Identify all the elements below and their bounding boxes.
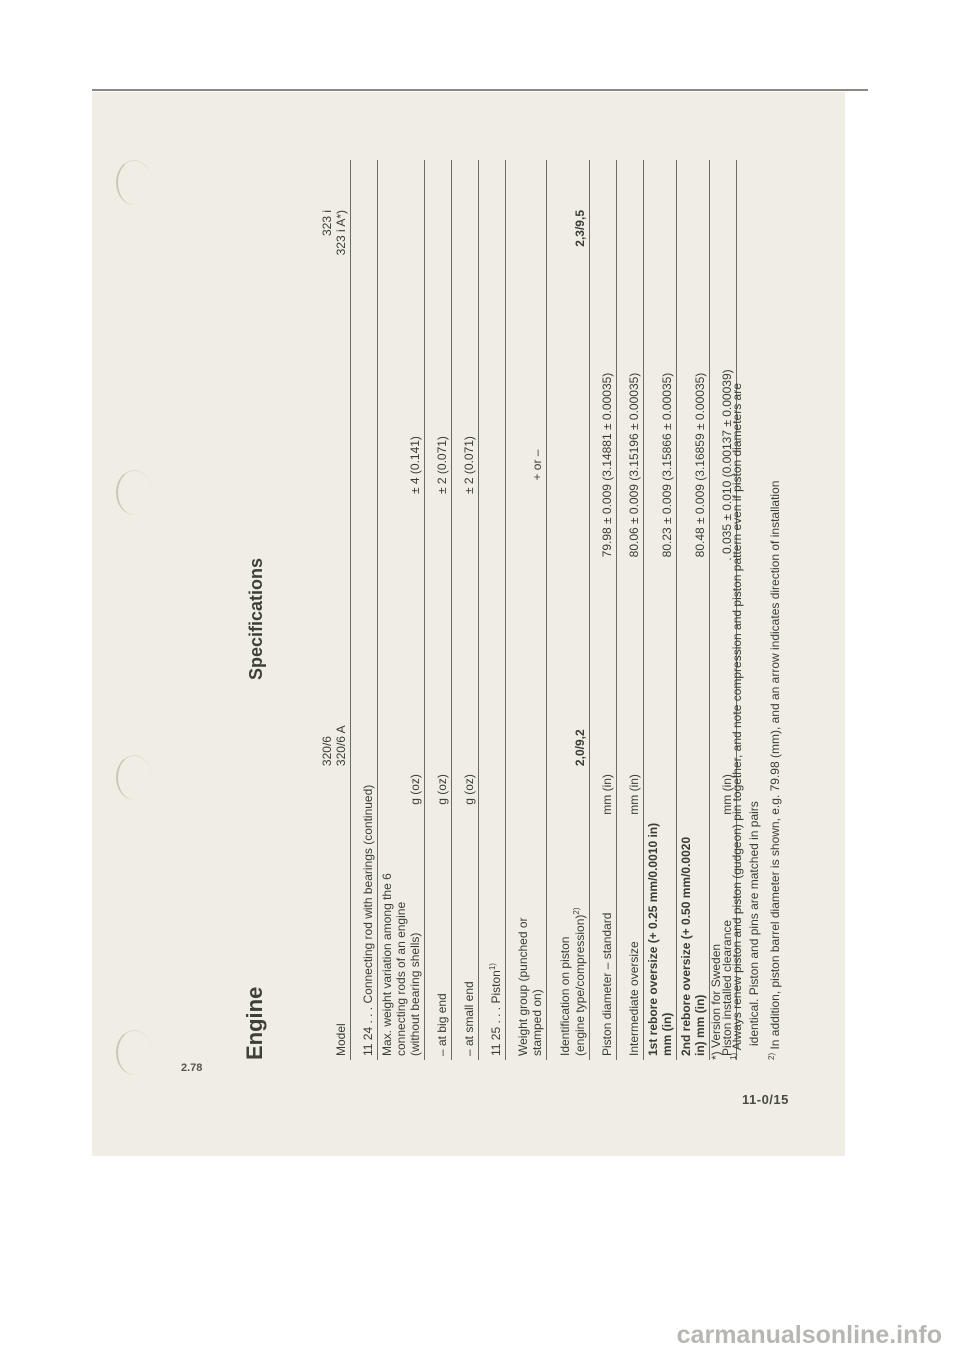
section-text: 11 25 . . . Piston [489, 970, 503, 1056]
table-row [506, 160, 547, 1060]
page-number: 11-0/15 [742, 1092, 789, 1107]
measurement-label: Intermediate oversize [617, 819, 644, 1060]
value-cell: ± 2 (0.071) [452, 160, 479, 770]
model-a-line2: 320/6 A [334, 725, 348, 767]
footnote [708, 160, 725, 1060]
model-a-cell [302, 546, 351, 771]
label-line: Max. weight variation among the 6 [380, 873, 394, 1056]
table-row [425, 160, 452, 1060]
label-line: Identification on piston [558, 936, 572, 1056]
unit-label: mm (in) [710, 770, 737, 819]
model-label: Model [302, 819, 351, 1060]
footnote-ref: 2) [572, 907, 581, 915]
big-end-label: – at big end [425, 819, 452, 1060]
specification-table [302, 160, 737, 1060]
value-cell: + or – [506, 160, 547, 770]
measurement-label: 2nd rebore oversize (+ 0.50 mm/0.0020 in) mm (in) [677, 819, 710, 1060]
weight-variation-label [378, 819, 425, 1060]
specification-sheet [238, 160, 838, 1060]
unit-label [677, 770, 710, 819]
label-line: stamped on) [530, 989, 544, 1056]
label-text: (engine type/compression) [573, 914, 587, 1056]
model-b-line1: 323 i [320, 210, 334, 237]
value-cell: . 0.035 ± 0.010 (0.00137 ± 0.00039) [710, 160, 737, 770]
value-cell: 80.23 ± 0.009 (3.15866 ± 0.00035) [644, 160, 677, 770]
page-reference: 2.78 [181, 1062, 203, 1074]
label-line: connecting rods of an engine [394, 901, 408, 1056]
section-row [479, 160, 506, 1060]
label-line: Weight group (punched or [516, 917, 530, 1056]
table-row [547, 160, 590, 1060]
value-cell: 2,0/9,2 [547, 546, 590, 771]
value-cell: ± 2 (0.071) [425, 160, 452, 770]
value-cell: ± 4 (0.141) [378, 160, 425, 770]
model-b-line2: 323 i A*) [334, 210, 348, 256]
footnote-ref: 1) [488, 963, 497, 971]
unit-label: mm (in) [617, 770, 644, 819]
label-line: (without bearing shells) [408, 932, 422, 1056]
section-1125-label [479, 160, 506, 1060]
section-1124-label: 11 24 . . . Connecting rod with bearings (continued) [351, 160, 378, 1060]
table-header-row [302, 160, 351, 1060]
footnote-text: Version for Sweden [709, 943, 723, 1048]
section-row [351, 160, 378, 1060]
label-line [572, 823, 587, 1056]
footnotes [708, 160, 784, 1060]
section-heading: Engine [242, 986, 267, 1060]
binder-hole [116, 470, 152, 515]
unit-label: g (oz) [452, 770, 479, 819]
unit-label: g (oz) [378, 770, 425, 819]
binder-hole [116, 1030, 152, 1075]
binder-hole [116, 160, 152, 205]
table-row [677, 160, 710, 1060]
page-title: Specifications [246, 557, 266, 680]
top-rule [92, 89, 868, 91]
table-row [644, 160, 677, 1060]
unit-label: g (oz) [425, 770, 452, 819]
value-cell: 80.48 ± 0.009 (3.16859 ± 0.00035) [677, 160, 710, 770]
table-row [452, 160, 479, 1060]
footnote-mark: 2) [767, 1052, 776, 1060]
footnote-continuation: identical. Piston and pins are matched in pairs [747, 801, 761, 1046]
measurement-label: 1st rebore oversize (+ 0.25 mm/0.0010 in) mm (in) [644, 819, 677, 1060]
table-row [378, 160, 425, 1060]
footnote-mark: *) [709, 1051, 723, 1060]
model-b-cell [302, 160, 351, 546]
table-row [617, 160, 644, 1060]
measurement-label: Piston installed clearance [710, 819, 737, 1060]
value-cell: 80.06 ± 0.009 (3.15196 ± 0.00035) [617, 160, 644, 770]
measurement-label: Piston diameter – standard [590, 819, 617, 1060]
footnote [763, 160, 784, 1060]
footnote-mark: 1) [729, 1052, 738, 1060]
value-cell: 79.98 ± 0.009 (3.14881 ± 0.00035) [590, 160, 617, 770]
binder-hole [116, 755, 152, 800]
value-cell: 2,3/9,5 [547, 160, 590, 546]
unit-label [644, 770, 677, 819]
small-end-label: – at small end [452, 819, 479, 1060]
footnote [725, 160, 746, 1060]
watermark: carmanualsonline.info [676, 1321, 942, 1349]
unit-label: mm (in) [590, 770, 617, 819]
table-row [590, 160, 617, 1060]
model-a-line1: 320/6 [320, 736, 334, 767]
weight-group-label [506, 819, 547, 1060]
footnote-text: Always renew piston and piston (gudgeon) pin together, and note compression and piston pattern even if piston diameters are [730, 383, 744, 1051]
identification-label [547, 819, 590, 1060]
footnote-text: In addition, piston barrel diameter is shown, e.g. 79.98 (mm), and an arrow indicates direction of installation [768, 480, 782, 1050]
